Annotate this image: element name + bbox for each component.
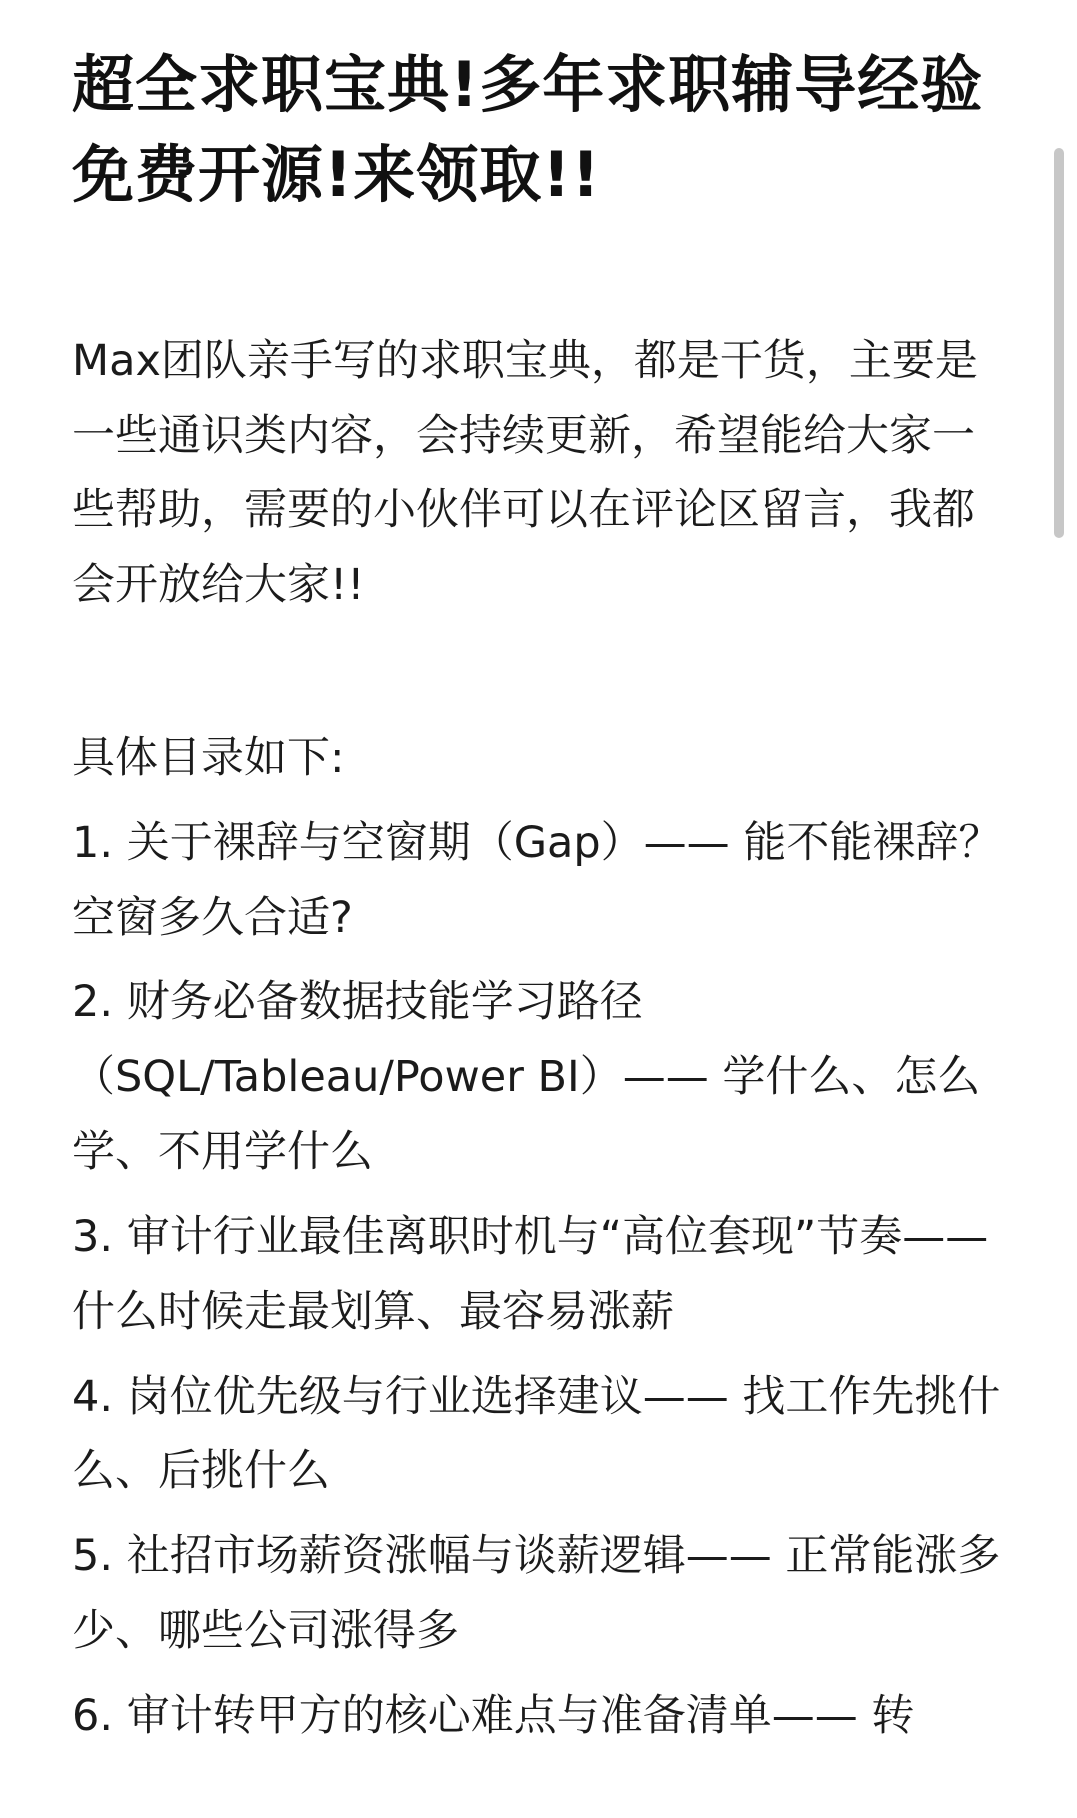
toc-heading: 具体目录如下: <box>72 733 345 784</box>
toc-list <box>72 806 1012 1754</box>
article <box>72 40 1012 1754</box>
toc-item-3: 3. 审计行业最佳离职时机与“高位套现”节奏—— 什么时候走最划算、最容易涨薪 <box>72 1211 989 1337</box>
toc-item-6: 6. 审计转甲方的核心难点与准备清单—— 转 <box>72 1690 915 1741</box>
intro-paragraph: Max团队亲手写的求职宝典，都是干货，主要是一些通识类内容，会持续更新，希望能给大家一些帮助，需要的小伙伴可以在评论区留言，我都会开放给大家!! <box>72 335 978 611</box>
toc-item-5: 5. 社招市场薪资涨幅与谈薪逻辑—— 正常能涨多少、哪些公司涨得多 <box>72 1531 1001 1656</box>
vertical-scrollbar[interactable] <box>1054 148 1064 538</box>
toc-item-1: 1. 关于裸辞与空窗期（Gap）—— 能不能裸辞？空窗多久合适? <box>72 817 1002 943</box>
toc-item-4: 4. 岗位优先级与行业选择建议—— 找工作先挑什么、后挑什么 <box>72 1371 1001 1497</box>
article-title: 超全求职宝典!多年求职辅导经验免费开源!来领取!! <box>72 48 984 211</box>
toc-item-2: 2. 财务必备数据技能学习路径（SQL/Tableau/Power BI）—— 学什么、怎么学、不用学什么 <box>72 977 981 1178</box>
